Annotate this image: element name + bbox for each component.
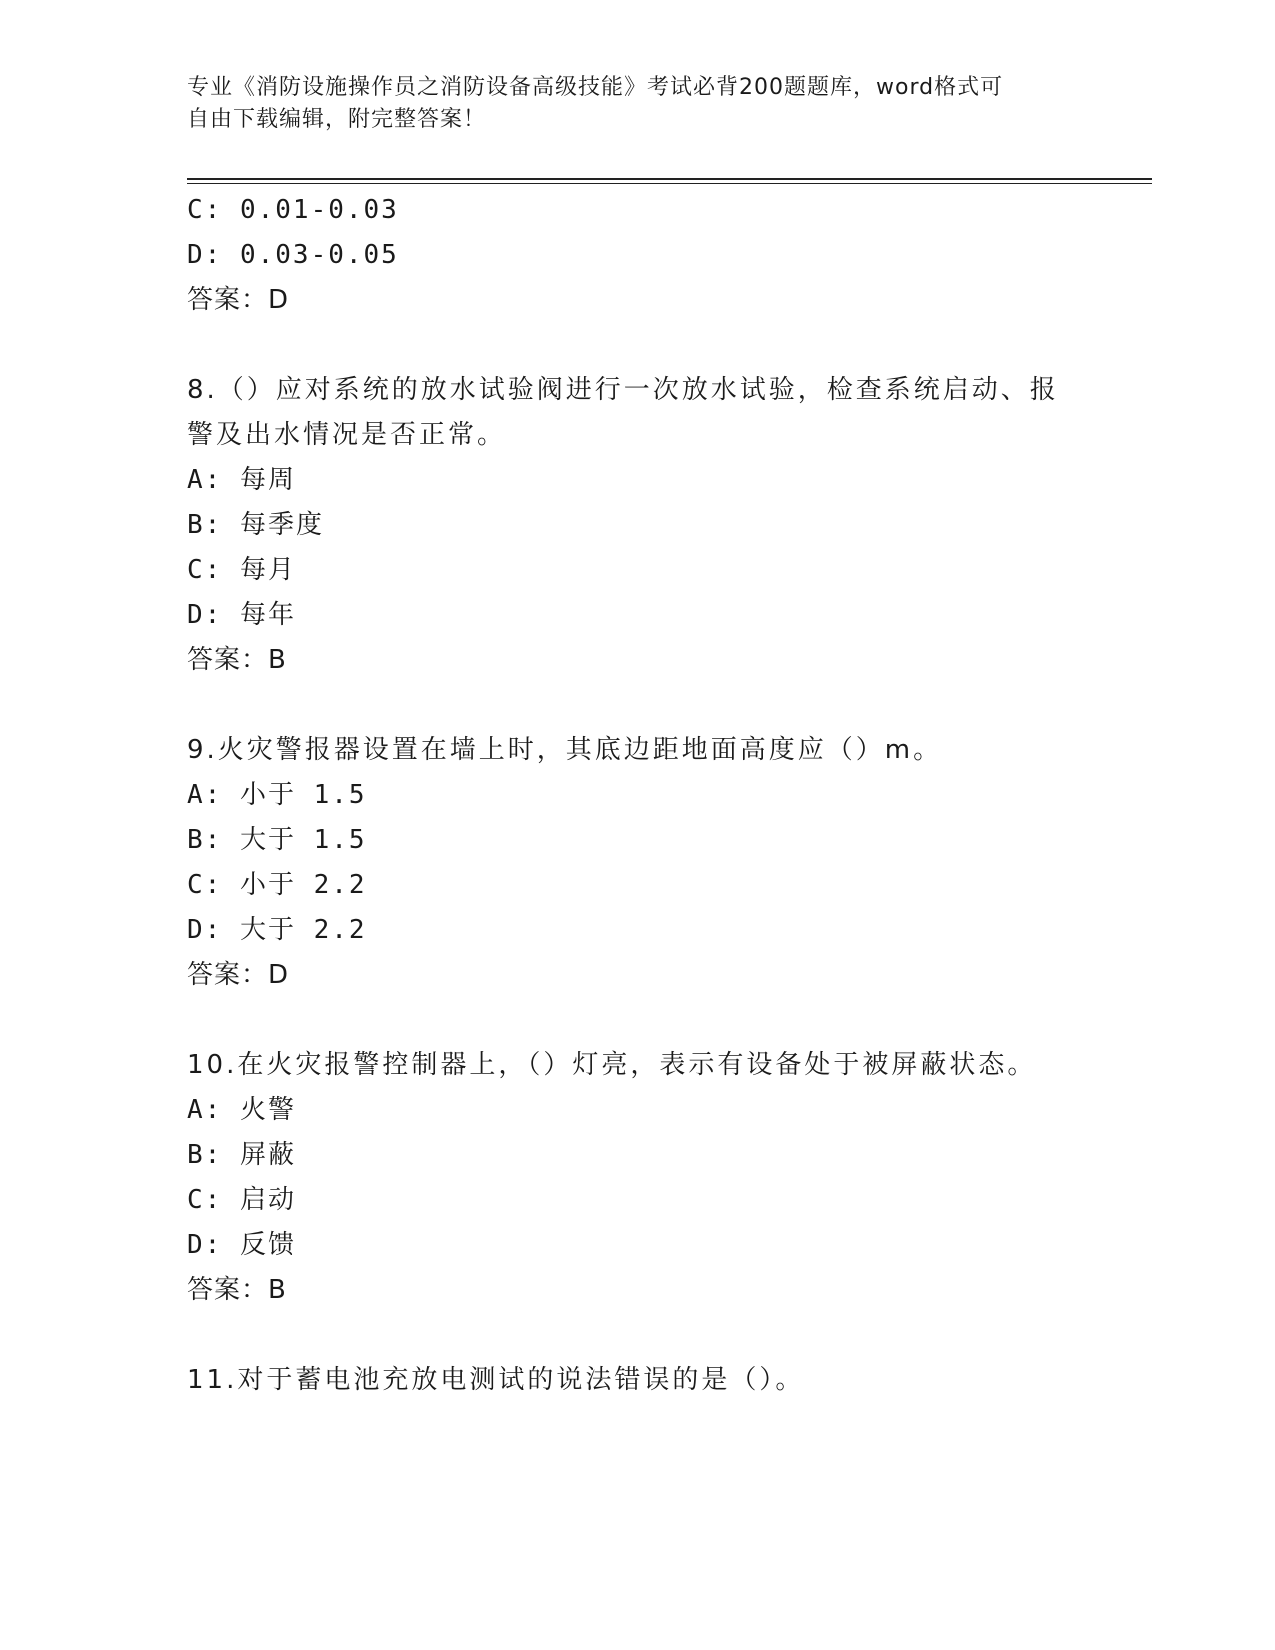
question-8-stem-line-1: 8.（）应对系统的放水试验阀进行一次放水试验，检查系统启动、报: [187, 375, 1059, 405]
question-10-option-b: B: 屏蔽: [187, 1140, 296, 1170]
question-8-answer: 答案：B: [187, 645, 287, 675]
question-10-option-a: A: 火警: [187, 1095, 296, 1125]
question-9-option-c: C: 小于 2.2: [187, 870, 367, 900]
question-10-option-d: D: 反馈: [187, 1230, 296, 1260]
header-divider-thin: [187, 183, 1152, 184]
question-8-option-d: D: 每年: [187, 600, 296, 630]
prev-option-c: C: 0.01-0.03: [187, 195, 399, 225]
question-8-stem-line-2: 警及出水情况是否正常。: [187, 420, 507, 450]
prev-option-d: D: 0.03-0.05: [187, 240, 399, 270]
header-divider-thick: [187, 178, 1152, 180]
header-line-2: 自由下载编辑，附完整答案！: [187, 107, 487, 132]
question-9-answer: 答案：D: [187, 960, 290, 990]
question-8-option-c: C: 每月: [187, 555, 296, 585]
prev-answer: 答案：D: [187, 285, 290, 315]
question-9-option-b: B: 大于 1.5: [187, 825, 367, 855]
question-10-stem-line-1: 10.在火灾报警控制器上，（）灯亮，表示有设备处于被屏蔽状态。: [187, 1050, 1037, 1080]
question-11-stem-line-1: 11.对于蓄电池充放电测试的说法错误的是（）。: [187, 1365, 805, 1395]
question-8-option-a: A: 每周: [187, 465, 296, 495]
question-10-option-c: C: 启动: [187, 1185, 296, 1215]
question-8-option-b: B: 每季度: [187, 510, 324, 540]
question-10-answer: 答案：B: [187, 1275, 287, 1305]
question-9-option-d: D: 大于 2.2: [187, 915, 367, 945]
header-line-1: 专业《消防设施操作员之消防设备高级技能》考试必背200题题库，word格式可: [187, 75, 1004, 100]
question-9-stem-line-1: 9.火灾警报器设置在墙上时，其底边距地面高度应（）m。: [187, 735, 943, 765]
document-header: [187, 72, 1067, 136]
question-9-option-a: A: 小于 1.5: [187, 780, 367, 810]
